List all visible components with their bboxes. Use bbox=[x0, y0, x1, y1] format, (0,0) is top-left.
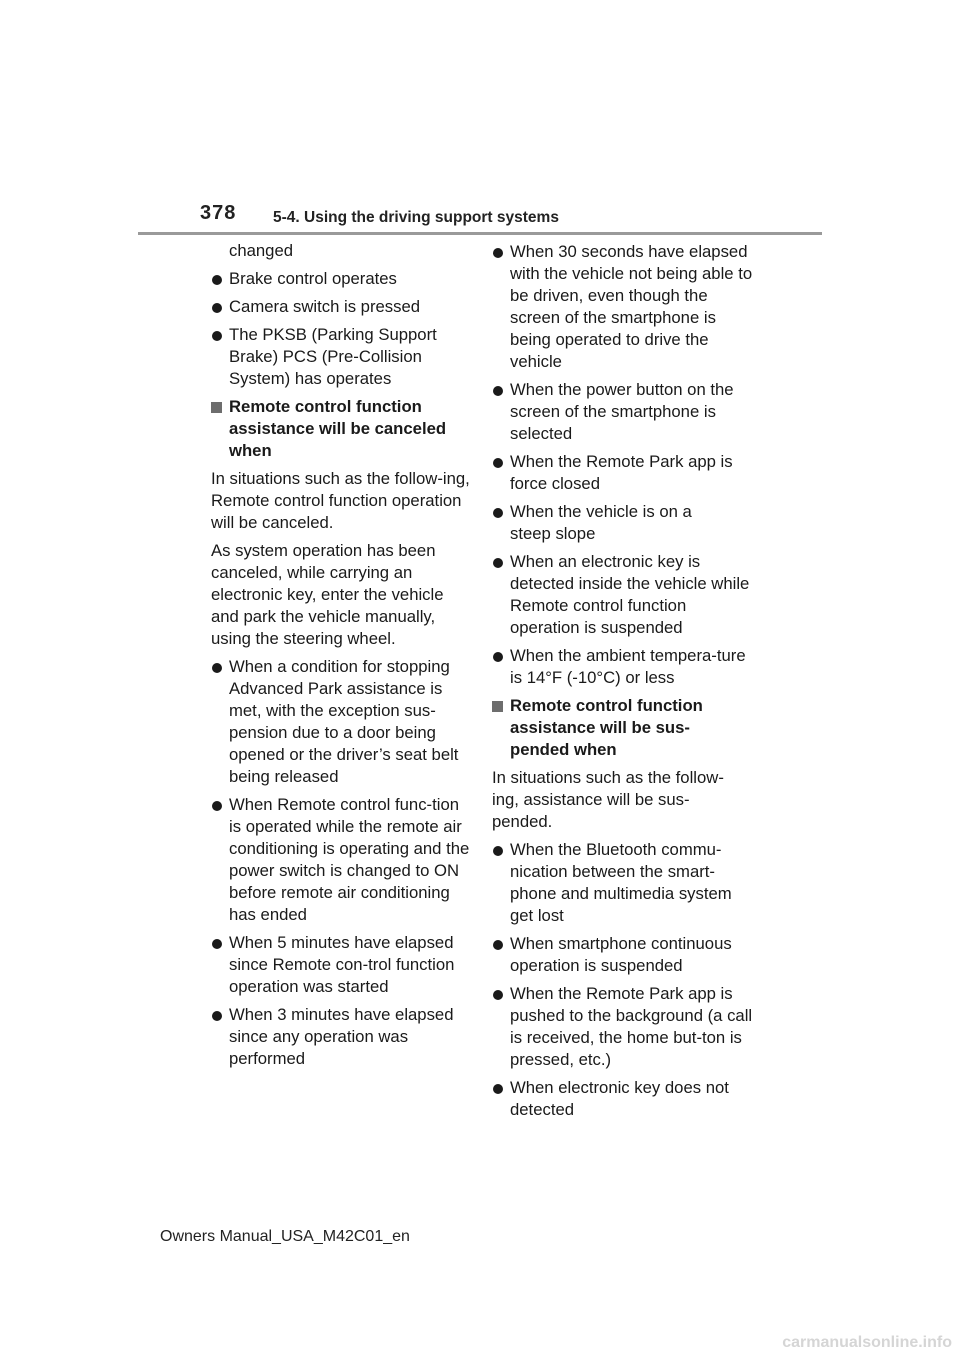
list-item: When a condition for stopping Advanced Park assistance is met, with the exception sus-pension due to a door being opened or the driver’s seat belt being released bbox=[211, 656, 473, 788]
list-item: Brake control operates bbox=[211, 268, 473, 290]
bullet-dot-icon bbox=[212, 939, 222, 949]
bullet-dot-icon bbox=[212, 1011, 222, 1021]
section-title: 5-4. Using the driving support systems bbox=[273, 209, 559, 226]
header-rule bbox=[138, 232, 822, 235]
bullet-dot-icon bbox=[212, 663, 222, 673]
bullet-dot-icon bbox=[212, 801, 222, 811]
list-item: When the ambient tempera-ture is 14°F (-10°C) or less bbox=[492, 645, 754, 689]
cancel-heading: Remote control function assistance will be canceled when bbox=[211, 396, 473, 462]
list-item: Camera switch is pressed bbox=[211, 296, 473, 318]
list-item: When the Remote Park app is force closed bbox=[492, 451, 754, 495]
bullet-dot-icon bbox=[212, 275, 222, 285]
list-item: When 3 minutes have elapsed since any operation was performed bbox=[211, 1004, 467, 1070]
bullet-dot-icon bbox=[493, 652, 503, 662]
list-item: When 30 seconds have elapsed with the vehicle not being able to be driven, even though the screen of the smartphone is being operated to drive the vehicle bbox=[492, 241, 754, 373]
list-item: When smartphone continuous operation is suspended bbox=[492, 933, 754, 977]
paragraph: In situations such as the follow-ing, assistance will be sus-pended. bbox=[492, 768, 724, 831]
list-item: When the vehicle is on a steep slope bbox=[492, 501, 730, 545]
bullet-dot-icon bbox=[212, 303, 222, 313]
bullet-dot-icon bbox=[493, 458, 503, 468]
paragraph: As system operation has been canceled, while carrying an electronic key, enter the vehicle and park the vehicle manually, using the steering wheel. bbox=[211, 541, 444, 648]
bullet-dot-icon bbox=[493, 990, 503, 1000]
list-item: When the power button on the screen of the smartphone is selected bbox=[492, 379, 754, 445]
bullet-dot-icon bbox=[493, 846, 503, 856]
paragraph: In situations such as the follow-ing, Remote control function operation will be canceled. bbox=[211, 469, 470, 532]
list-item: When the Bluetooth commu-nication between the smart-phone and multimedia system get lost bbox=[492, 839, 754, 927]
list-item: When Remote control func-tion is operated while the remote air conditioning is operating and the power switch is changed to ON before remote air conditioning has ended bbox=[211, 794, 473, 926]
right-column bbox=[492, 240, 754, 1127]
square-bullet-icon bbox=[211, 402, 222, 413]
page-number: 378 bbox=[200, 202, 237, 224]
bullet-dot-icon bbox=[212, 331, 222, 341]
left-column bbox=[211, 240, 473, 1076]
bullet-dot-icon bbox=[493, 1084, 503, 1094]
list-item: The PKSB (Parking Support Brake) PCS (Pre-Collision System) has operates bbox=[211, 324, 469, 390]
list-item: When electronic key does not detected bbox=[492, 1077, 754, 1121]
bullet-dot-icon bbox=[493, 508, 503, 518]
continued-text: changed bbox=[229, 241, 294, 260]
list-item: When the Remote Park app is pushed to the background (a call is received, the home but-ton is pressed, etc.) bbox=[492, 983, 754, 1071]
suspend-heading: Remote control function assistance will be sus-pended when bbox=[492, 695, 735, 761]
bullet-dot-icon bbox=[493, 248, 503, 258]
square-bullet-icon bbox=[492, 701, 503, 712]
bullet-dot-icon bbox=[493, 558, 503, 568]
bullet-dot-icon bbox=[493, 386, 503, 396]
watermark: carmanualsonline.info bbox=[782, 1334, 952, 1351]
footer-manual-id: Owners Manual_USA_M42C01_en bbox=[160, 1228, 410, 1245]
list-item: When an electronic key is detected inside the vehicle while Remote control function operation is suspended bbox=[492, 551, 754, 639]
list-item: When 5 minutes have elapsed since Remote con-trol function operation was started bbox=[211, 932, 467, 998]
bullet-dot-icon bbox=[493, 940, 503, 950]
